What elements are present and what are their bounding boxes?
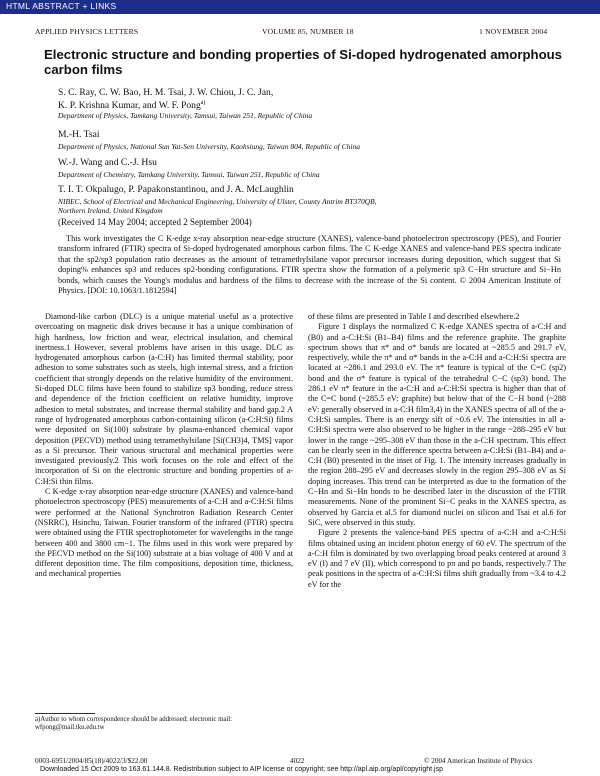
body-paragraph: of these films are presented in Table I and described elsewhere.2 xyxy=(308,312,520,321)
affiliation-4a: NIBEC, School of Electrical and Mechanical Engineering, University of Ulster, County Antrim BT370QB, xyxy=(58,197,377,206)
corresponding-author-marker: a) xyxy=(200,100,206,106)
body-paragraph: Figure 2 presents the valence-band PES spectra of a-C:H and a-C:H:Si films obtained using an incident photon energy of 60 eV. The spectrum of the a-C:H film is dominated by two overlapping broad peaks centered at around 3 eV (I) and 7 eV (II), which correspond to pπ and pσ bands, respectively.7 The peak positions in the spectra of a-C:H:Si films shift gradually from ~3.4 to 4.2 eV for the xyxy=(308,528,566,589)
affiliation-3: Department of Chemistry, Tamkang University, Tamsui, Taiwan 251, Republic of China xyxy=(58,170,320,179)
affiliation-4b: Northern Ireland, United Kingdom xyxy=(58,206,163,215)
footnote-rule xyxy=(35,713,95,714)
issue-date: 1 NOVEMBER 2004 xyxy=(479,27,548,36)
authors-group-1b xyxy=(58,98,205,111)
left-column xyxy=(35,312,293,580)
footer-page-number: 4022 xyxy=(290,757,305,765)
received-dates: (Received 14 May 2004; accepted 2 September 2004) xyxy=(58,217,252,227)
journal-name: APPLIED PHYSICS LETTERS xyxy=(35,27,139,36)
authors-group-3: W.-J. Wang and C.-J. Hsu xyxy=(58,157,157,168)
affiliation-2: Department of Physics, National Sun Yat-Sen University, Kaohsiung, Taiwan 804, Republic of China xyxy=(58,142,360,151)
article-title: Electronic structure and bonding properties of Si-doped hydrogenated amorphous carbon films xyxy=(44,47,563,77)
volume-number: VOLUME 85, NUMBER 18 xyxy=(262,27,354,36)
download-notice: Downloaded 15 Oct 2009 to 163.61.144.8. Redistribution subject to AIP license or copyright; see http://apl.aip.org/apl/copyright.jsp xyxy=(40,766,444,773)
right-column xyxy=(308,312,566,590)
authors-group-4: T. I. T. Okpalugo, P. Papakonstantinou, and J. A. McLaughlin xyxy=(58,184,294,195)
footnote: a)Author to whom correspondence should be addressed; electronic mail: wfpong@mail.tku.edu.tw xyxy=(35,716,233,732)
authors-group-1b-names: K. P. Krishna Kumar, and W. F. Pong xyxy=(58,100,201,112)
body-paragraph: Diamond-like carbon (DLC) is a unique material useful as a protective overcoating on magnetic disk drives because it has a unique combination of high hardness, low friction and wear, electrical insulation, and chemical inertness.1 However, several problems have arisen in this usage. DLC as hydrogenated amorphous carbon (a-C:H) has limited thermal stability, poor adhesion to some substrates such as steels, high internal stress, and a friction coefficient that strongly depends on the relative humidity of the environment. Si-doped DLC films have been found to stabilize sp3 bonding, reduce stress and dependence of the friction coefficient on relative humidity, improve adhesion to metal substrates, and increase thermal stability and band gap.2 A range of hydrogenated amorphous carbon-containing silicon (a-C:H:Si) films were deposited on Si(100) substrate by plasma-enhanced chemical vapor deposition (PECVD) method using tetramethylsilane [Si(CH3)4, TMS] vapor as a Si precursor. Their various structural and mechanical properties were investigated previously.2 This work focuses on the role and effect of the incorporation of Si on the electronic structure and bonding properties of a-C:H:Si thin films. xyxy=(35,312,293,486)
footer-issn: 0003-6951/2004/85(18)/4022/3/$22.00 xyxy=(35,757,148,765)
html-abstract-links-bar[interactable] xyxy=(0,0,600,14)
authors-group-1a: S. C. Ray, C. W. Bao, H. M. Tsai, J. W. Chiou, J. C. Jan, xyxy=(58,87,274,98)
body-paragraph: Figure 1 displays the normalized C K-edge XANES spectra of a-C:H and (B0) and a-C:H:Si (B1–B4) films and the reference graphite. The graphite spectrum shows that π* and σ* bands are located at ~285.5 and 291.7 eV, respectively, while the π* and σ* bands in the a-C:H and a-C:H:Si spectra are located at ~286.1 and 293.0 eV. The π* feature is typical of the C=C (sp2) bond and the σ* feature is typical of the tetrahedral C−C (sp3) bond. The 286.1 eV π* feature in the a-C:H and a-C:H:Si spectra is higher than that of the C=C bond (~285.5 eV: graphite) but below that of the C−H bond (~288 eV: generally observed in a-C:H film3,4) in the XANES spectra of all of the a-C:H:Si samples. There is an energy sift of ~0.6 eV. The intensities in all a-C:H:Si spectra were also observed to be higher in the range ~288–295 eV but lower in the range ~295–308 eV than those in the a-C:H spectrum. This effect can be clearly seen in the difference spectra between a-C:H:Si (B1–B4) and a-C:H (B0) presented in the inset of Fig. 1. The intensity increases gradually in the region 288–295 eV and decreases slowly in the region 295–308 eV as Si doping increases. This trend can be interpreted as due to the formation of the C−Hn and Si−Hn bonds to be described later in the discussion of the FTIR measurements. None of the prominent Si−C peaks in the XANES spectra, as observed by Garcia et al.5 for diamond nuclei on silicon and Tsai et al.6 for SiC, were observed in this study. xyxy=(308,322,566,527)
abstract: This work investigates the C K-edge x-ray absorption near-edge structure (XANES), valence-band photoelectron spectroscopy (PES), and Fourier transform infrared (FTIR) spectra of Si-doped hydrogenated amorphous carbon films. The C K-edge XANES and valence-band PES spectra indicate that the sp2/sp3 population ratio decreases as the amount of tetramethylsilane vapor precursor increases during deposition, which suggest that Si doping% enhances sp3 and reduces sp2-bonding configurations. FTIR spectra show the formation of a polymeric sp3 C−Hn structure and Si−Hn bonds, which causes the Young's modulus and hardness of the films to decrease with the increase of the Si content. © 2004 American Institute of Physics. [DOI: 10.1063/1.1812594] xyxy=(58,234,561,296)
html-abstract-links-link[interactable]: HTML ABSTRACT + LINKS xyxy=(6,1,117,11)
footer-copyright: © 2004 American Institute of Physics xyxy=(424,757,533,765)
affiliation-1: Department of Physics, Tamkang University, Tamsui, Taiwan 251, Republic of China xyxy=(58,111,313,120)
body-paragraph: C K-edge x-ray absorption near-edge structure (XANES) and valence-band photoelectron spectroscopy (PES) measurements of a-C:H and a-C:H:Si films were performed at the National Synchrotron Radiation Research Center (NSRRC), Hsinchu, Taiwan. Fourier transform of the infrared (FTIR) spectra were obtained using the FTIR spectrophotometer for wavelengths in the range between 400 and 3800 cm−1. The films used in this work were prepared by the PECVD method on the Si(100) substrate at a bias voltage of 400 V and at different deposition time. The film compositions, deposition time, thickness, and mechanical properties xyxy=(35,487,293,579)
authors-group-2: M.-H. Tsai xyxy=(58,129,100,140)
